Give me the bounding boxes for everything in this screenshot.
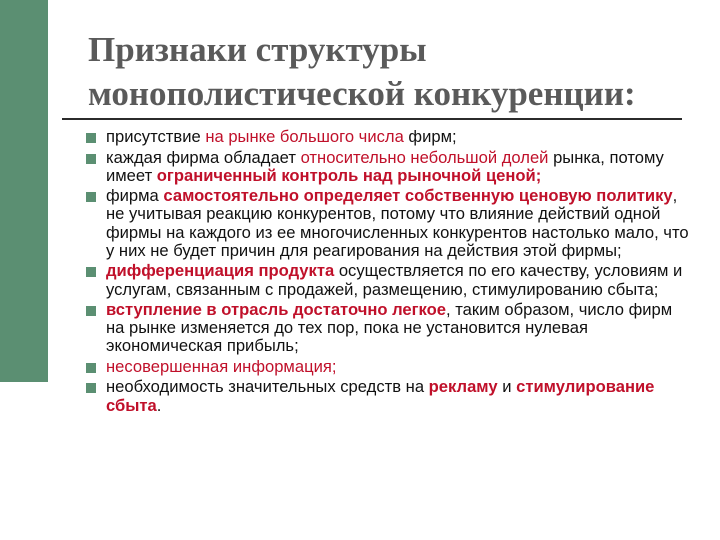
text-highlight-bold: рекламу	[428, 377, 498, 397]
list-item	[84, 262, 694, 298]
square-bullet-icon	[86, 192, 96, 202]
text-plain: фирма	[106, 186, 164, 206]
text-plain: фирм;	[403, 127, 457, 146]
list-item	[84, 128, 694, 146]
text-plain: необходимость значительных средств на	[106, 377, 429, 397]
text-plain: каждая фирма обладает	[106, 147, 301, 167]
square-bullet-icon	[86, 306, 96, 316]
square-bullet-icon	[86, 383, 96, 393]
text-highlight-bold: стимулирование сбыта	[106, 377, 655, 415]
text-highlight-bold: вступление в отрасль достаточно легкое	[106, 300, 447, 320]
list-item	[84, 358, 694, 376]
list-item	[84, 149, 694, 185]
text-highlight-bold: дифференциация продукта	[106, 261, 335, 281]
text-plain: , таким образом, число фирм на рынке изменяется до тех пор, пока не установится нулевая экономическая прибыль;	[106, 300, 673, 356]
feature-list	[84, 128, 694, 417]
text-plain: , не учитывая реакцию конкурентов, потому что влияние действий одной фирмы на каждого из ее многочисленных конкурентов настолько мало, что у них не будет причин для реагирования на действия этой фирмы;	[106, 186, 689, 260]
text-plain: осуществляется по его качеству, условиям и услугам, связанным с продажей, размещению, стимулированию сбыта;	[106, 261, 683, 299]
text-plain: присутствие	[106, 127, 206, 146]
slide-title-line-1: Признаки структуры	[88, 30, 427, 69]
left-accent-bar	[0, 0, 48, 382]
slide-title-line-2: монополистической конкуренции:	[88, 74, 636, 113]
square-bullet-icon	[86, 154, 96, 164]
square-bullet-icon	[86, 267, 96, 277]
title-divider	[62, 118, 682, 120]
text-highlight-bold: самостоятельно определяет собственную ценовую политику	[163, 186, 673, 206]
text-plain: рынка, потому имеет	[106, 147, 664, 185]
square-bullet-icon	[86, 133, 96, 143]
list-item	[84, 378, 694, 414]
list-item	[84, 187, 694, 260]
slide-title	[88, 28, 708, 116]
text-highlight-bold: ограниченный контроль над рыночной ценой;	[156, 165, 542, 185]
text-highlight: несовершенная информация;	[106, 356, 337, 376]
text-highlight: на рынке большого числа	[205, 127, 404, 146]
square-bullet-icon	[86, 363, 96, 373]
text-highlight: относительно небольшой долей	[300, 147, 549, 167]
list-item	[84, 301, 694, 356]
text-plain: .	[156, 395, 162, 415]
text-plain: и	[497, 377, 517, 397]
